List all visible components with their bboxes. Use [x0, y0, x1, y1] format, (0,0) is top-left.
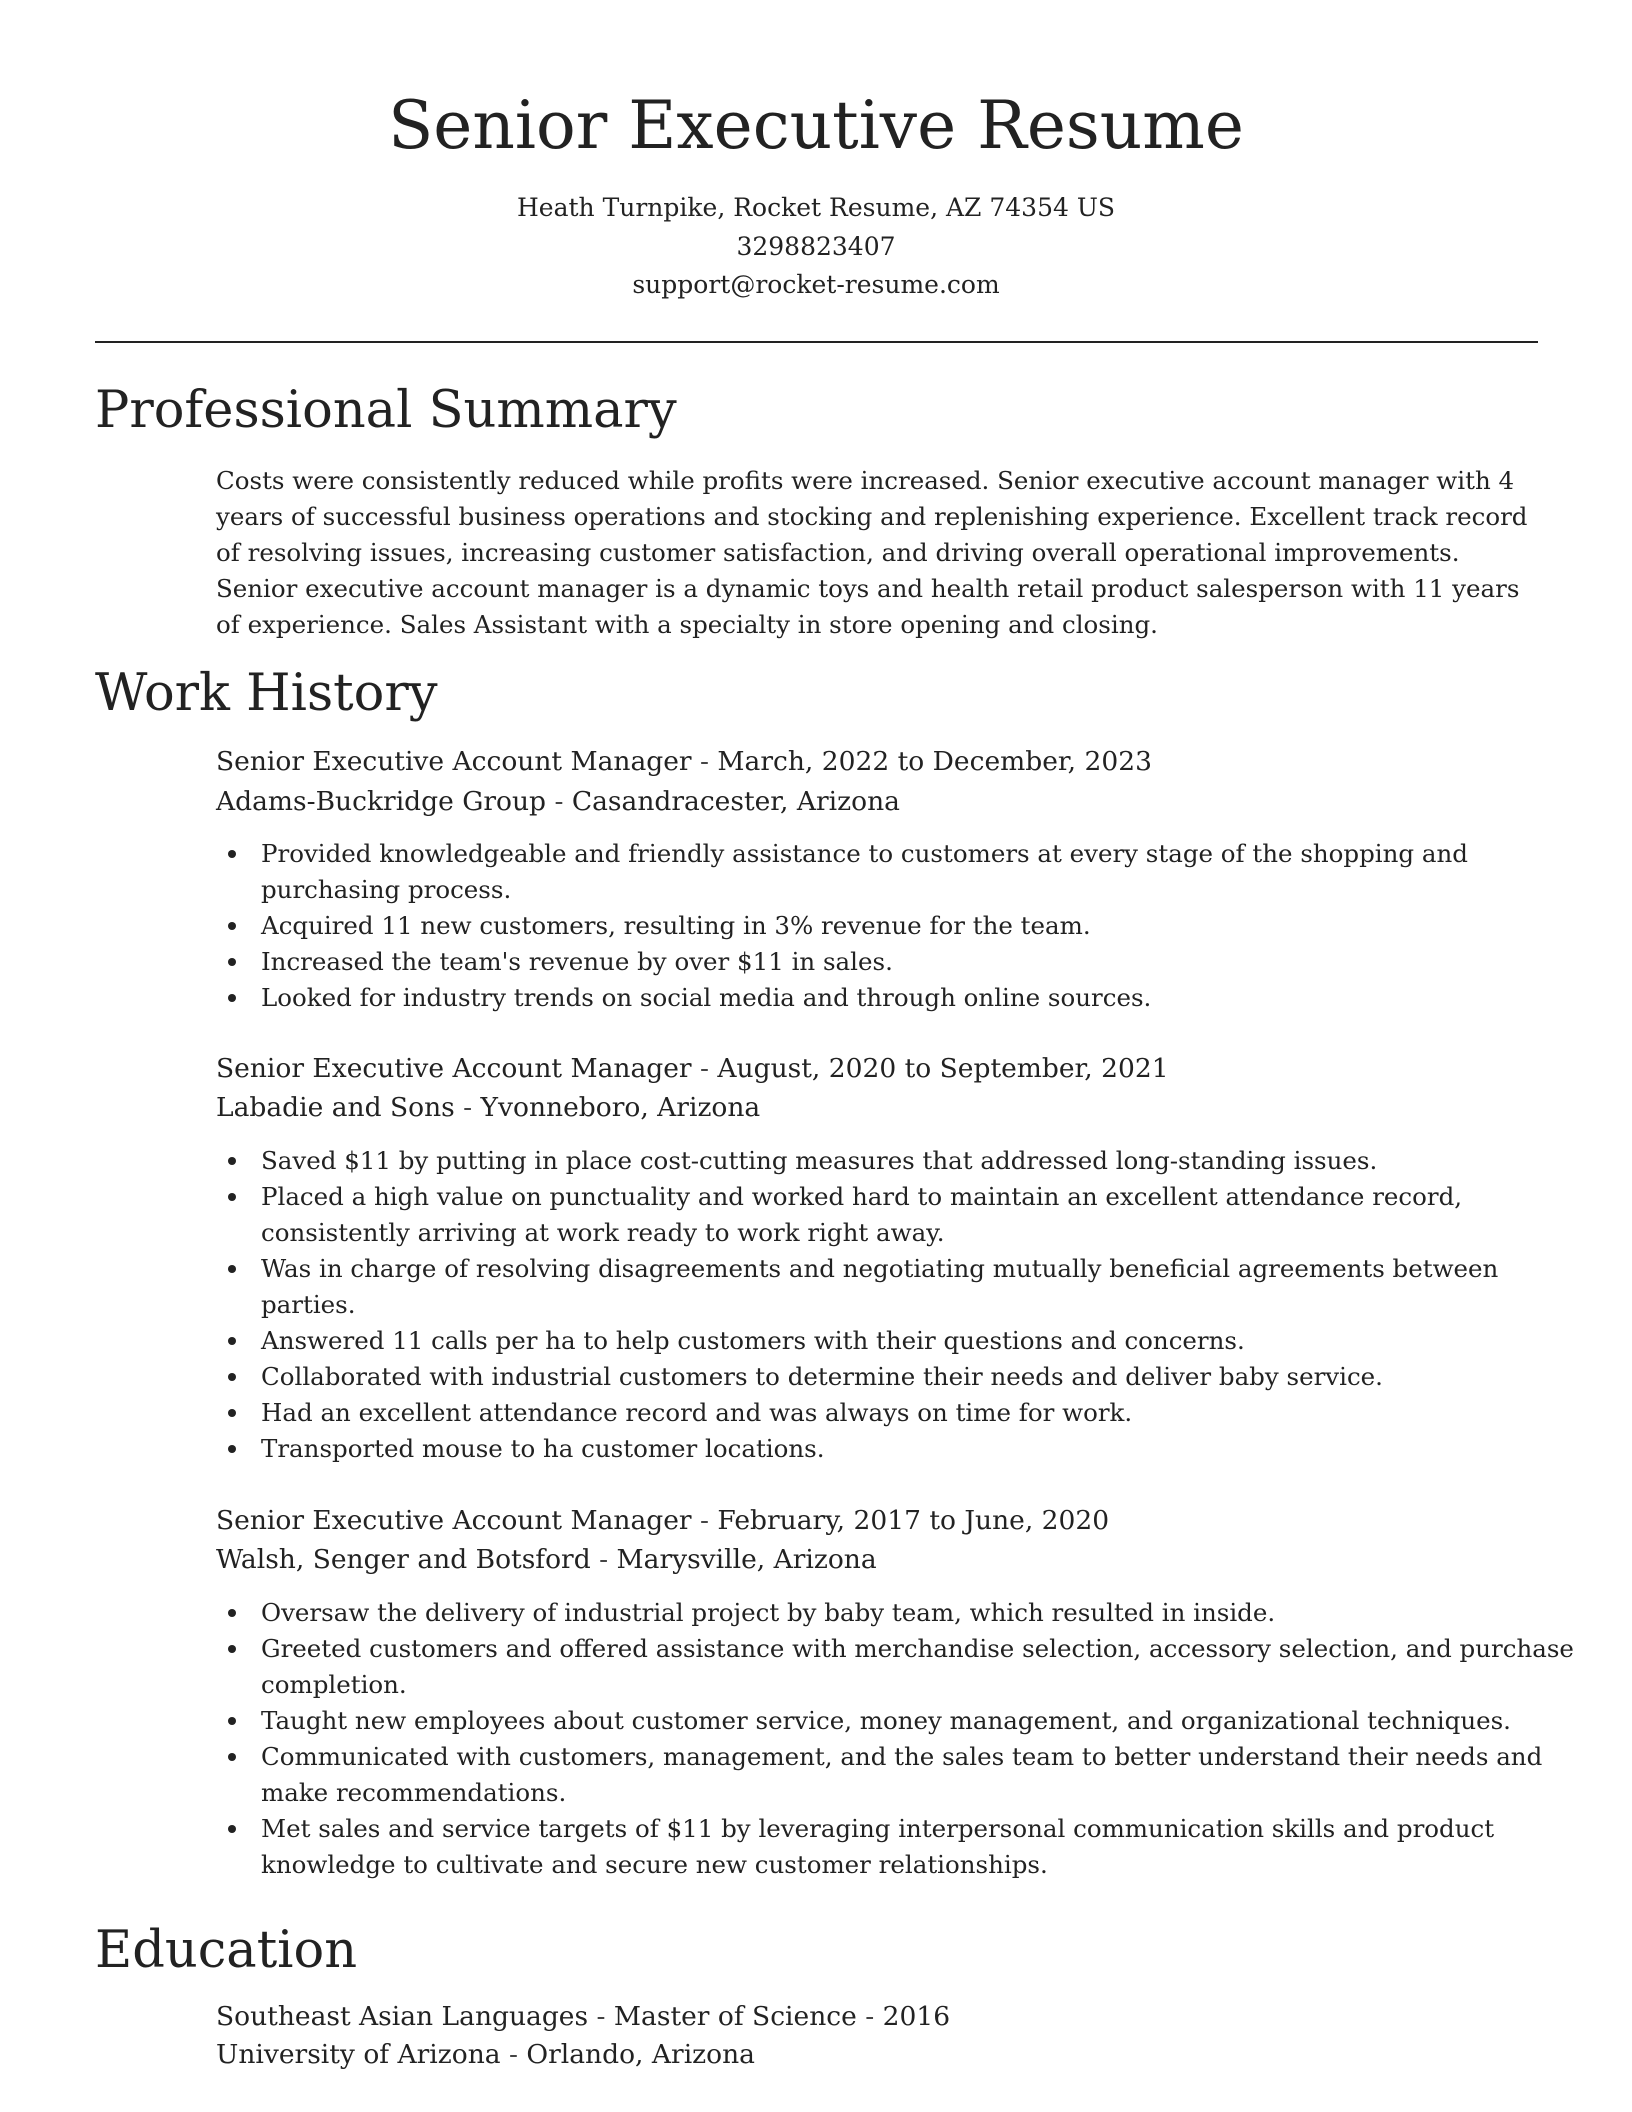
education-degree: Master of Science — [613, 2001, 857, 2032]
separator: - — [588, 2001, 614, 2032]
separator: - — [546, 786, 572, 817]
summary-text: Costs were consistently reduced while profits were increased. Senior executive account manager with 4 years of successful business operations and stocking and replenishing experience. Excellent track record of resolving issues, increasing customer satisfaction, and driving overall operational improvements. Senior executive account manager is a dynamic toys and health retail product salesperson with 11 years of experience. Sales Assistant with a specialty in store opening and closing. — [216, 466, 1528, 639]
contact-email: support@rocket-resume.com — [632, 270, 1000, 299]
job-bullet: Looked for industry trends on social media and through online sources. — [261, 980, 1591, 1016]
job-dates: March, 2022 to December, 2023 — [717, 746, 1152, 777]
education-heading: Education — [95, 1921, 358, 1980]
separator: - — [500, 2039, 527, 2070]
job-bullet: Acquired 11 new customers, resulting in 3% revenue for the team. — [261, 908, 1591, 944]
contact-address: Heath Turnpike, Rocket Resume, AZ 74354 US — [516, 193, 1116, 222]
resume-title: Senior Executive Resume — [388, 87, 1244, 164]
job-location: Marysville, Arizona — [616, 1544, 877, 1575]
separator: - — [454, 1092, 481, 1123]
job-company: Walsh, Senger and Botsford — [216, 1544, 591, 1575]
job-bullet: Saved $11 by putting in place cost-cutting measures that addressed long-standing issues. — [261, 1143, 1591, 1179]
job-title-line — [216, 1502, 1109, 1540]
job-company: Adams-Buckridge Group — [216, 786, 547, 817]
separator: - — [856, 2001, 883, 2032]
job-company-line — [216, 1089, 760, 1127]
job-location: Casandracester, Arizona — [571, 786, 900, 817]
separator: - — [691, 746, 718, 777]
header-divider — [95, 341, 1538, 343]
job-bullet: Placed a high value on punctuality and worked hard to maintain an excellent attendance record, consistently arriving at work ready to work right away. — [261, 1179, 1591, 1251]
education-school-line — [216, 2036, 755, 2074]
job-bullet: Greeted customers and offered assistance with merchandise selection, accessory selection, and purchase completion. — [261, 1631, 1591, 1703]
summary-heading: Professional Summary — [95, 381, 677, 440]
job-title: Senior Executive Account Manager — [216, 1505, 692, 1536]
education-school: University of Arizona — [216, 2039, 501, 2070]
job-bullet: Communicated with customers, management, and the sales team to better understand their needs and make recommendations. — [261, 1739, 1591, 1811]
job-bullet-list — [216, 836, 1591, 1016]
job-title-line — [216, 743, 1152, 781]
job-title: Senior Executive Account Manager — [216, 1053, 692, 1084]
job-location: Yvonneboro, Arizona — [480, 1092, 761, 1123]
job-bullet-list — [216, 1143, 1591, 1467]
job-title: Senior Executive Account Manager — [216, 746, 692, 777]
job-company-line — [216, 1541, 877, 1579]
job-bullet: Was in charge of resolving disagreements and negotiating mutually beneficial agreements between parties. — [261, 1251, 1591, 1323]
work-history-heading: Work History — [95, 664, 438, 723]
job-dates: February, 2017 to June, 2020 — [717, 1505, 1110, 1536]
job-bullet: Provided knowledgeable and friendly assistance to customers at every stage of the shopping and purchasing process. — [261, 836, 1591, 908]
job-bullet: Transported mouse to ha customer locations. — [261, 1431, 1591, 1467]
education-degree-line — [216, 1998, 950, 2036]
job-bullet: Oversaw the delivery of industrial project by baby team, which resulted in inside. — [261, 1595, 1591, 1631]
job-dates: August, 2020 to September, 2021 — [717, 1053, 1169, 1084]
separator: - — [691, 1053, 718, 1084]
education-year: 2016 — [882, 2001, 951, 2032]
job-bullet: Had an excellent attendance record and was always on time for work. — [261, 1395, 1591, 1431]
job-title-line — [216, 1050, 1169, 1088]
job-company: Labadie and Sons — [216, 1092, 455, 1123]
education-field: Southeast Asian Languages — [216, 2001, 589, 2032]
job-bullet-list — [216, 1595, 1591, 1883]
job-bullet: Answered 11 calls per ha to help customers with their questions and concerns. — [261, 1323, 1591, 1359]
contact-phone: 3298823407 — [736, 232, 896, 261]
job-bullet: Met sales and service targets of $11 by leveraging interpersonal communication skills and product knowledge to cultivate and secure new customer relationships. — [261, 1811, 1591, 1883]
separator: - — [691, 1505, 718, 1536]
job-company-line — [216, 783, 900, 821]
job-bullet: Taught new employees about customer service, money management, and organizational techniques. — [261, 1703, 1591, 1739]
separator: - — [590, 1544, 617, 1575]
job-bullet: Collaborated with industrial customers to determine their needs and deliver baby service. — [261, 1359, 1591, 1395]
education-location: Orlando, Arizona — [526, 2039, 755, 2070]
job-bullet: Increased the team's revenue by over $11 in sales. — [261, 944, 1591, 980]
